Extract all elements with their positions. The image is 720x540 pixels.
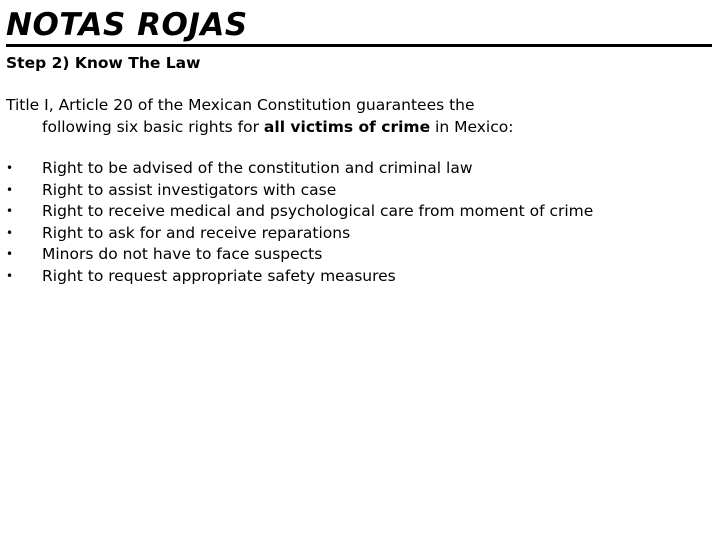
rights-list-item — [6, 223, 706, 245]
intro-line-1: Title I, Article 20 of the Mexican Constitution guarantees the — [6, 96, 475, 114]
intro-paragraph — [6, 94, 706, 138]
rights-list-item — [6, 158, 706, 180]
right-text: Right to be advised of the constitution and criminal law — [42, 159, 473, 177]
page-title: NOTAS ROJAS — [6, 7, 248, 43]
rights-list-item — [6, 266, 706, 288]
intro-line-2 — [6, 116, 706, 138]
rights-list-item — [6, 244, 706, 266]
bullet-icon: • — [6, 204, 14, 219]
intro-line-2-end: in Mexico: — [430, 118, 514, 136]
right-text: Minors do not have to face suspects — [42, 245, 323, 264]
step-heading: Step 2) Know The Law — [6, 54, 201, 72]
bullet-icon: • — [6, 268, 14, 283]
right-text: Right to receive medical and psychological care from moment of crime — [42, 202, 594, 221]
rights-list-item — [6, 180, 706, 202]
title-underline — [6, 44, 712, 47]
rights-list-item — [6, 201, 706, 223]
bullet-icon: • — [6, 161, 14, 175]
right-text: Right to assist investigators with case — [42, 180, 337, 199]
bullet-icon: • — [6, 225, 14, 240]
right-text: Right to request appropriate safety measures — [42, 266, 396, 285]
intro-line-2-start: following six basic rights for — [42, 118, 264, 136]
bullet-icon: • — [6, 182, 14, 197]
intro-emphasis: all victims of crime — [263, 118, 431, 136]
rights-list — [6, 158, 706, 288]
bullet-icon: • — [6, 247, 14, 262]
right-text: Right to ask for and receive reparations — [42, 223, 351, 242]
